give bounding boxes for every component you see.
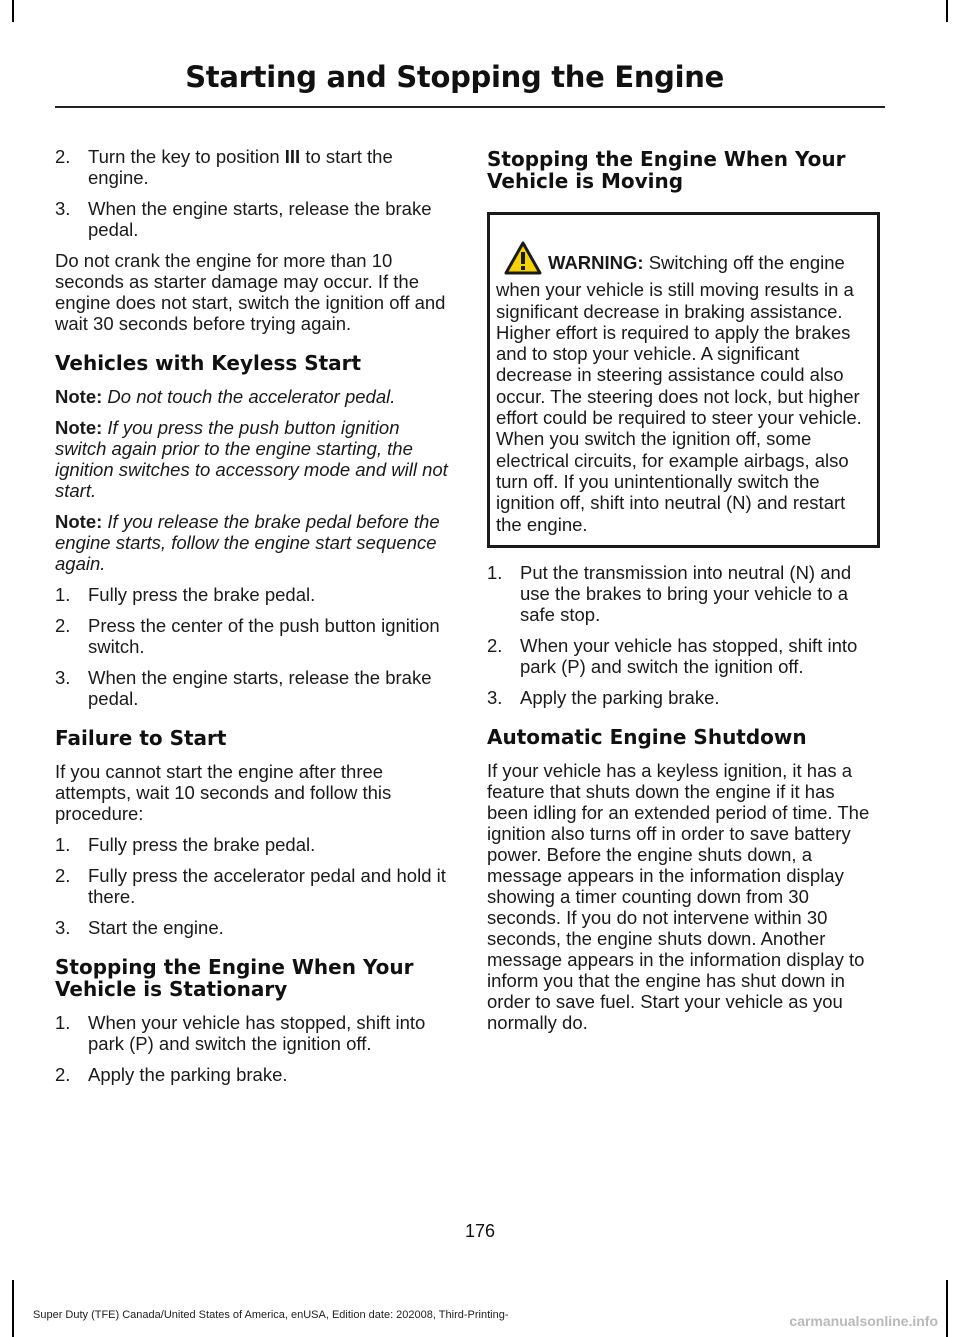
list-text: When your vehicle has stopped, shift into park (P) and switch the ignition off.: [520, 634, 858, 677]
page-number: 176: [464, 1221, 496, 1241]
list-number: 2.: [55, 865, 71, 886]
list-number: 2.: [487, 634, 503, 656]
list-number: 3.: [55, 198, 71, 219]
list-number: 2.: [55, 615, 71, 636]
list-text: Apply the parking brake.: [520, 686, 720, 708]
right-column: [487, 146, 880, 1043]
list-number: 2.: [55, 146, 71, 167]
list-item: [487, 687, 880, 708]
list-text: [88, 146, 448, 188]
note-text: If you release the brake pedal before the engine starts, follow the engine start sequence again.: [55, 511, 440, 574]
list-item: [55, 146, 448, 188]
list-text: When the engine starts, release the brake pedal.: [88, 667, 432, 709]
list-item: [55, 584, 448, 605]
list-number: 1.: [55, 834, 71, 855]
list-item: [55, 198, 448, 240]
list-text: Fully press the brake pedal.: [88, 834, 316, 855]
list-item: [55, 1012, 448, 1054]
section-heading-moving: Stopping the Engine When Your Vehicle is Moving: [487, 147, 846, 193]
section-heading-auto-shutdown: Automatic Engine Shutdown: [487, 724, 807, 749]
crop-mark-bottom-left: [12, 1280, 14, 1337]
note: [55, 417, 448, 501]
list-number: 3.: [55, 917, 71, 938]
section-heading-failure-to-start: Failure to Start: [55, 726, 227, 750]
warning-box: [487, 212, 880, 548]
crank-paragraph: Do not crank the engine for more than 10 seconds as starter damage may occur. If the engine does not start, switch the ignition off and wait 30 seconds before trying again.: [55, 250, 446, 334]
crop-mark-top-left: [12, 0, 14, 22]
list-item: [487, 635, 880, 677]
shutdown-paragraph: If your vehicle has a keyless ignition, it has a feature that shuts down the engine if it has been idling for an extended period of time. The ignition also turns off in order to save battery power. Before the engine shuts down, a message appears in the information display showing a timer counting down from 30 seconds. If you do not intervene within 30 seconds, the engine shuts down. Another message appears in the information display to inform you that the engine has shut down in order to save fuel. Start your vehicle as you normally do.: [487, 759, 870, 1033]
list-text-part: to start the engine.: [88, 146, 393, 188]
list-text: Press the center of the push button ignition switch.: [88, 615, 440, 657]
list-item: [55, 834, 448, 855]
list-item: [55, 1064, 448, 1085]
note-text: If you press the push button ignition switch again prior to the engine starting, the ignition switches to accessory mode and will not start.: [55, 417, 448, 501]
section-heading-keyless-start: Vehicles with Keyless Start: [55, 351, 362, 375]
list-text-part: Turn the key to position: [88, 146, 285, 167]
list-number: 3.: [55, 667, 71, 688]
list-text: When the engine starts, release the brake pedal.: [88, 198, 432, 240]
note-label: Note:: [55, 386, 103, 407]
list-number: 3.: [487, 686, 503, 708]
crop-mark-bottom-right: [946, 1280, 948, 1337]
page-title: Starting and Stopping the Engine: [185, 60, 724, 94]
key-position: III: [284, 146, 301, 167]
list-number: 1.: [55, 1012, 71, 1033]
list-text: Fully press the accelerator pedal and hold it there.: [88, 865, 446, 907]
list-item: [487, 562, 880, 625]
list-item: [55, 615, 448, 657]
note: [55, 386, 448, 407]
warning-text: Switching off the engine when your vehicle is still moving results in a significant decrease in braking assistance. Higher effort is required to apply the brakes and to stop your vehicle. A significant decrease in steering assistance could also occur. The steering does not lock, but higher effort could be required to steer your vehicle. When you switch the ignition off, some electrical circuits, for example airbags, also turn off. If you unintentionally switch the ignition off, shift into neutral (N) and restart the engine.: [496, 252, 862, 535]
failure-paragraph: If you cannot start the engine after three attempts, wait 10 seconds and follow this procedure:: [55, 761, 392, 824]
list-text: Put the transmission into neutral (N) and use the brakes to bring your vehicle to a safe stop.: [520, 561, 852, 625]
note: [55, 511, 448, 574]
list-item: [55, 917, 448, 938]
list-number: 2.: [55, 1064, 71, 1085]
list-text: Fully press the brake pedal.: [88, 584, 316, 605]
list-number: 1.: [55, 584, 71, 605]
list-text: Start the engine.: [88, 917, 224, 938]
header-divider: [55, 106, 885, 108]
left-column: [55, 146, 448, 1095]
list-text: When your vehicle has stopped, shift into park (P) and switch the ignition off.: [88, 1012, 426, 1054]
footer-edition-info: Super Duty (TFE) Canada/United States of America, enUSA, Edition date: 202008, Third-Printing-: [33, 1309, 509, 1321]
warning-triangle-icon: [504, 241, 542, 279]
note-label: Note:: [55, 417, 103, 438]
crop-mark-top-right: [946, 0, 948, 22]
note-label: Note:: [55, 511, 103, 532]
section-heading-stationary: Stopping the Engine When Your Vehicle is Stationary: [55, 955, 414, 1001]
list-number: 1.: [487, 561, 503, 583]
watermark[interactable]: carmanualsonline.info: [789, 1313, 938, 1329]
warning-label: WARNING:: [548, 252, 644, 273]
list-item: [55, 865, 448, 907]
list-item: [55, 667, 448, 709]
list-text: Apply the parking brake.: [88, 1064, 288, 1085]
note-text: Do not touch the accelerator pedal.: [107, 386, 396, 407]
